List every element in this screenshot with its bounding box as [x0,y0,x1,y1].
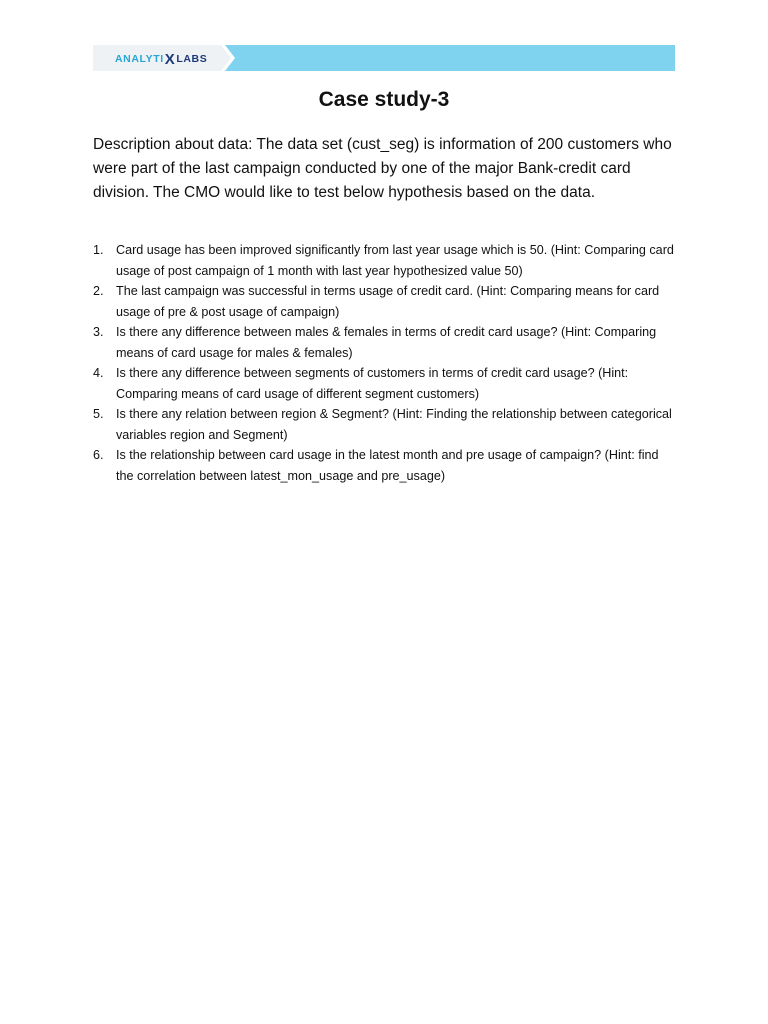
hypothesis-list [93,240,678,486]
list-item-text: Is there any difference between males & females in terms of credit card usage? (Hint: Comparing means of card usage for males & females) [116,325,657,360]
list-item-number: 4. [93,366,104,380]
list-item [93,240,678,281]
list-item [93,363,678,404]
logo-x-mark: X [164,50,176,68]
data-description: Description about data: The data set (cust_seg) is information of 200 customers who were part of the last campaign conducted by one of the major Bank-credit card division. The CMO would like to test below hypothesis based on the data. [93,136,672,201]
list-item-number: 1. [93,243,104,257]
list-item-number: 2. [93,284,104,298]
list-item-text: Is there any difference between segments of customers in terms of credit card usage? (Hint: Comparing means of card usage of different segment customers) [116,366,629,401]
list-item-text: The last campaign was successful in terms usage of credit card. (Hint: Comparing means for card usage of pre & post usage of campaign) [116,284,660,319]
logo-text-analyti: ANALYTI [115,53,164,65]
analytixlabs-logo [115,51,207,67]
list-item-number: 3. [93,325,104,339]
list-item-number: 6. [93,448,104,462]
logo-text-labs: LABS [176,53,208,65]
list-item [93,281,678,322]
list-item [93,404,678,445]
list-item-text: Is the relationship between card usage in the latest month and pre usage of campaign? (Hint: find the correlation between latest_mon_usage and pre_usage) [116,448,659,483]
list-item-number: 5. [93,407,104,421]
page-title: Case study-3 [318,88,450,111]
header-banner [93,45,675,71]
list-item-text: Card usage has been improved significantly from last year usage which is 50. (Hint: Comparing card usage of post campaign of 1 month with last year hypothesized value 50) [116,243,674,278]
list-item [93,445,678,486]
list-item [93,322,678,363]
list-item-text: Is there any relation between region & Segment? (Hint: Finding the relationship between categorical variables region and Segment) [116,407,672,442]
